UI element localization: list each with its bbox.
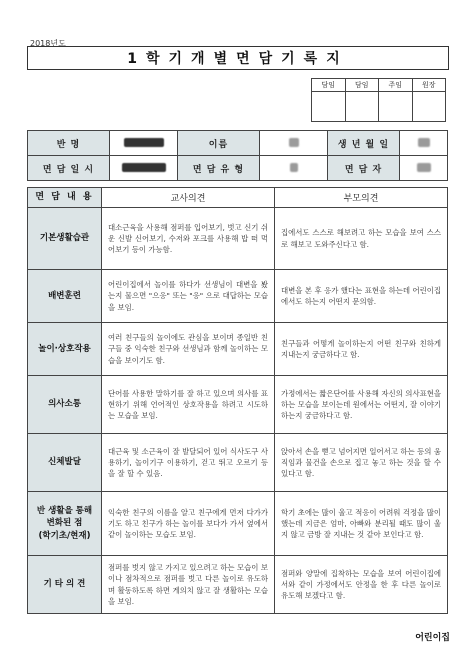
category-label: 의사소통 bbox=[28, 376, 102, 434]
approval-signature-cell bbox=[412, 92, 446, 122]
parent-opinion: 대변을 본 후 응가 했다는 표현을 하는데 어린이집에서도 하는지 어떤지 문의함. bbox=[275, 270, 448, 323]
approval-signature-cell bbox=[379, 92, 413, 122]
type-value bbox=[260, 156, 328, 181]
content-header: 면 담 내 용 bbox=[28, 188, 102, 208]
table-row bbox=[28, 323, 448, 376]
table-row bbox=[28, 208, 448, 270]
approval-header: 담임 bbox=[312, 79, 346, 92]
parent-header: 부모의견 bbox=[275, 188, 448, 208]
date-value bbox=[110, 156, 178, 181]
record-table bbox=[27, 187, 448, 614]
category-label: 기 타 의 견 bbox=[28, 556, 102, 614]
class-value bbox=[110, 131, 178, 156]
date-label: 면 담 일 시 bbox=[28, 156, 110, 181]
footer-institution: 어린이집 bbox=[415, 633, 450, 643]
document-year: 2018년도 bbox=[30, 39, 66, 48]
document-title: 1학기개별면담기록지 bbox=[27, 46, 449, 70]
birth-label: 생 년 월 일 bbox=[328, 131, 400, 156]
teacher-opinion: 대근육 및 소근육이 잘 발달되어 있어 식사도구 사용하기, 놀이기구 이용하기, 걷고 뛰고 오르기 등을 잘 할 수 있음. bbox=[102, 434, 275, 492]
approval-header: 원장 bbox=[412, 79, 446, 92]
type-label: 면 담 유 형 bbox=[178, 156, 260, 181]
teacher-opinion: 익숙한 친구의 이름을 알고 친구에게 먼저 다가가기도 하고 친구가 하는 놀이를 보다가 가서 옆에서 같이 놀이하는 모습도 보임. bbox=[102, 492, 275, 556]
teacher-opinion: 단어를 사용한 말하기를 잘 하고 있으며 의사를 표현하기 위해 언어적인 상호작용을 하려고 시도하는 모습을 보임. bbox=[102, 376, 275, 434]
parent-opinion: 친구들과 어떻게 놀이하는지 어떤 친구와 친하게 지내는지 궁금하다고 함. bbox=[275, 323, 448, 376]
parent-opinion: 집에서도 스스로 해보려고 하는 모습을 보여 스스로 해보고 도와주신다고 함. bbox=[275, 208, 448, 270]
approval-table bbox=[311, 78, 446, 122]
category-label: 반 생활을 통해 변화된 점 (학기초/현재) bbox=[28, 492, 102, 556]
table-row bbox=[28, 434, 448, 492]
teacher-opinion: 어린이집에서 놀이를 하다가 선생님이 대변을 봤는지 물으면 "으응" 또는 "응" 으로 대답하는 모습을 보임. bbox=[102, 270, 275, 323]
parent-opinion: 가정에서는 짧은단어를 사용해 자신의 의사표현을 하는 모습을 보이는데 원에서는 어떤지, 잘 이야기하는지 궁금하다고 함. bbox=[275, 376, 448, 434]
parent-opinion: 학기 초에는 많이 울고 적응이 어려워 걱정을 많이 했는데 지금은 엄마, 아빠와 분리될 때도 많이 울지 않고 금방 잘 지내는 것 같아 보인다고 함. bbox=[275, 492, 448, 556]
table-row bbox=[28, 376, 448, 434]
approval-signature-cell bbox=[345, 92, 379, 122]
category-label: 기본생활습관 bbox=[28, 208, 102, 270]
approval-signature-cell bbox=[312, 92, 346, 122]
approval-header: 주임 bbox=[379, 79, 413, 92]
interviewer-label: 면 담 자 bbox=[328, 156, 400, 181]
category-label: 놀이·상호작용 bbox=[28, 323, 102, 376]
parent-opinion: 앉아서 손을 뻗고 넘어지면 일어서고 하는 등의 움직임과 물건을 손으로 집고 놓고 하는 것을 할 수 있다고 함. bbox=[275, 434, 448, 492]
name-value bbox=[260, 131, 328, 156]
category-label: 신체발달 bbox=[28, 434, 102, 492]
table-row bbox=[28, 492, 448, 556]
teacher-opinion: 대소근육을 사용해 점퍼를 입어보기, 벗고 신기 쉬운 신발 신어보기, 수저와 포크를 사용해 밥 떠 먹어보기 등이 가능함. bbox=[102, 208, 275, 270]
teacher-opinion: 여러 친구들의 놀이에도 관심을 보이며 종일반 친구들 중 익숙한 친구와 선생님과 함께 놀이하는 모습을 보이기도 함. bbox=[102, 323, 275, 376]
table-row bbox=[28, 270, 448, 323]
category-label: 배변훈련 bbox=[28, 270, 102, 323]
name-label: 이름 bbox=[178, 131, 260, 156]
info-table bbox=[27, 130, 448, 181]
approval-header: 담임 bbox=[345, 79, 379, 92]
birth-value bbox=[400, 131, 448, 156]
teacher-header: 교사의견 bbox=[102, 188, 275, 208]
table-row bbox=[28, 556, 448, 614]
teacher-opinion: 점퍼를 벗지 않고 가지고 있으려고 하는 모습이 보이나 점차적으로 점퍼를 벗고 다른 놀이로 유도하며 활동하도록 하면 게의치 않고 잘 생활하는 모습을 보임. bbox=[102, 556, 275, 614]
parent-opinion: 점퍼와 양말에 집착하는 모습을 보여 어린이집에서와 같이 가정에서도 안정을 한 후 다른 놀이로 유도해 보겠다고 함. bbox=[275, 556, 448, 614]
class-label: 반 명 bbox=[28, 131, 110, 156]
interviewer-value bbox=[400, 156, 448, 181]
